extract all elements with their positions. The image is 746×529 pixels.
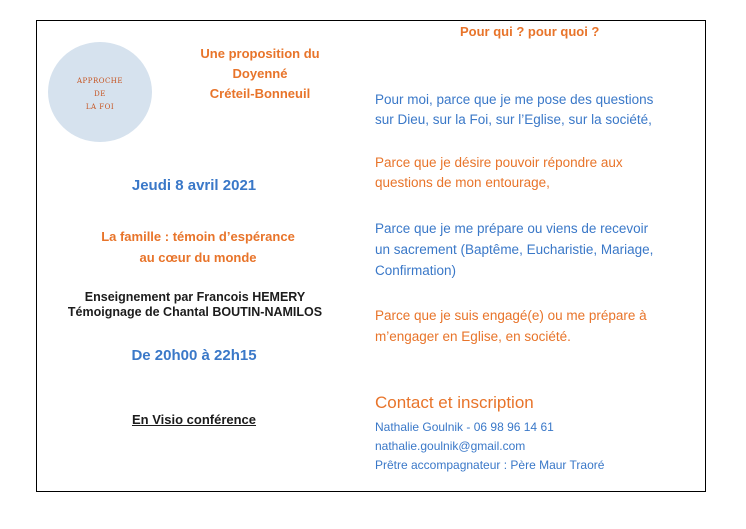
proposal-line-1: Une proposition du <box>200 46 320 61</box>
theme-line-2: au cœur du monde <box>139 250 257 265</box>
logo <box>48 42 152 142</box>
visio-link[interactable]: En Visio conférence <box>131 412 257 427</box>
reason-4 <box>375 305 647 347</box>
proposal-line-2: Doyenné <box>232 66 288 81</box>
proposal-line-3: Créteil-Bonneuil <box>209 86 311 101</box>
speakers-block <box>36 290 354 320</box>
reason-2 <box>375 153 623 193</box>
reason-3-line-3: Confirmation) <box>375 263 457 278</box>
right-heading: Pour qui ? pour quoi ? <box>460 24 600 39</box>
logo-line-2: DE <box>94 90 106 98</box>
reason-4-line-1: Parce que je suis engagé(e) ou me prépare à <box>375 308 647 323</box>
reason-3-line-2: un sacrement (Baptême, Eucharistie, Mariage, <box>375 242 654 257</box>
reason-1-line-2: sur Dieu, sur la Foi, sur l’Eglise, sur la société, <box>375 112 652 127</box>
contact-email[interactable]: nathalie.goulnik@gmail.com <box>375 439 526 453</box>
reason-2-line-1: Parce que je désire pouvoir répondre aux <box>375 155 623 170</box>
reason-3 <box>375 218 653 281</box>
testimony-line: Témoignage de Chantal BOUTIN-NAMILOS <box>67 305 323 319</box>
reason-1-line-1: Pour moi, parce que je me pose des questions <box>375 92 654 107</box>
reason-2-line-2: questions de mon entourage, <box>375 175 550 190</box>
theme-block <box>70 226 326 268</box>
event-time: De 20h00 à 22h15 <box>131 347 257 364</box>
proposal-block <box>182 44 338 104</box>
contact-title: Contact et inscription <box>375 393 534 412</box>
theme-line-1: La famille : témoin d’espérance <box>101 229 295 244</box>
contact-block <box>375 418 604 475</box>
logo-line-3: LA FOI <box>85 103 115 111</box>
event-date: Jeudi 8 avril 2021 <box>131 177 257 194</box>
reason-3-line-1: Parce que je me prépare ou viens de recevoir <box>375 221 649 236</box>
teaching-line: Enseignement par Francois HEMERY <box>84 290 306 304</box>
contact-name-phone: Nathalie Goulnik - 06 98 96 14 61 <box>375 420 554 434</box>
contact-priest: Prêtre accompagnateur : Père Maur Traoré <box>375 458 605 472</box>
reason-4-line-2: m’engager en Eglise, en société. <box>375 329 571 344</box>
logo-line-1: APPROCHE <box>76 77 124 85</box>
reason-1 <box>375 90 653 130</box>
